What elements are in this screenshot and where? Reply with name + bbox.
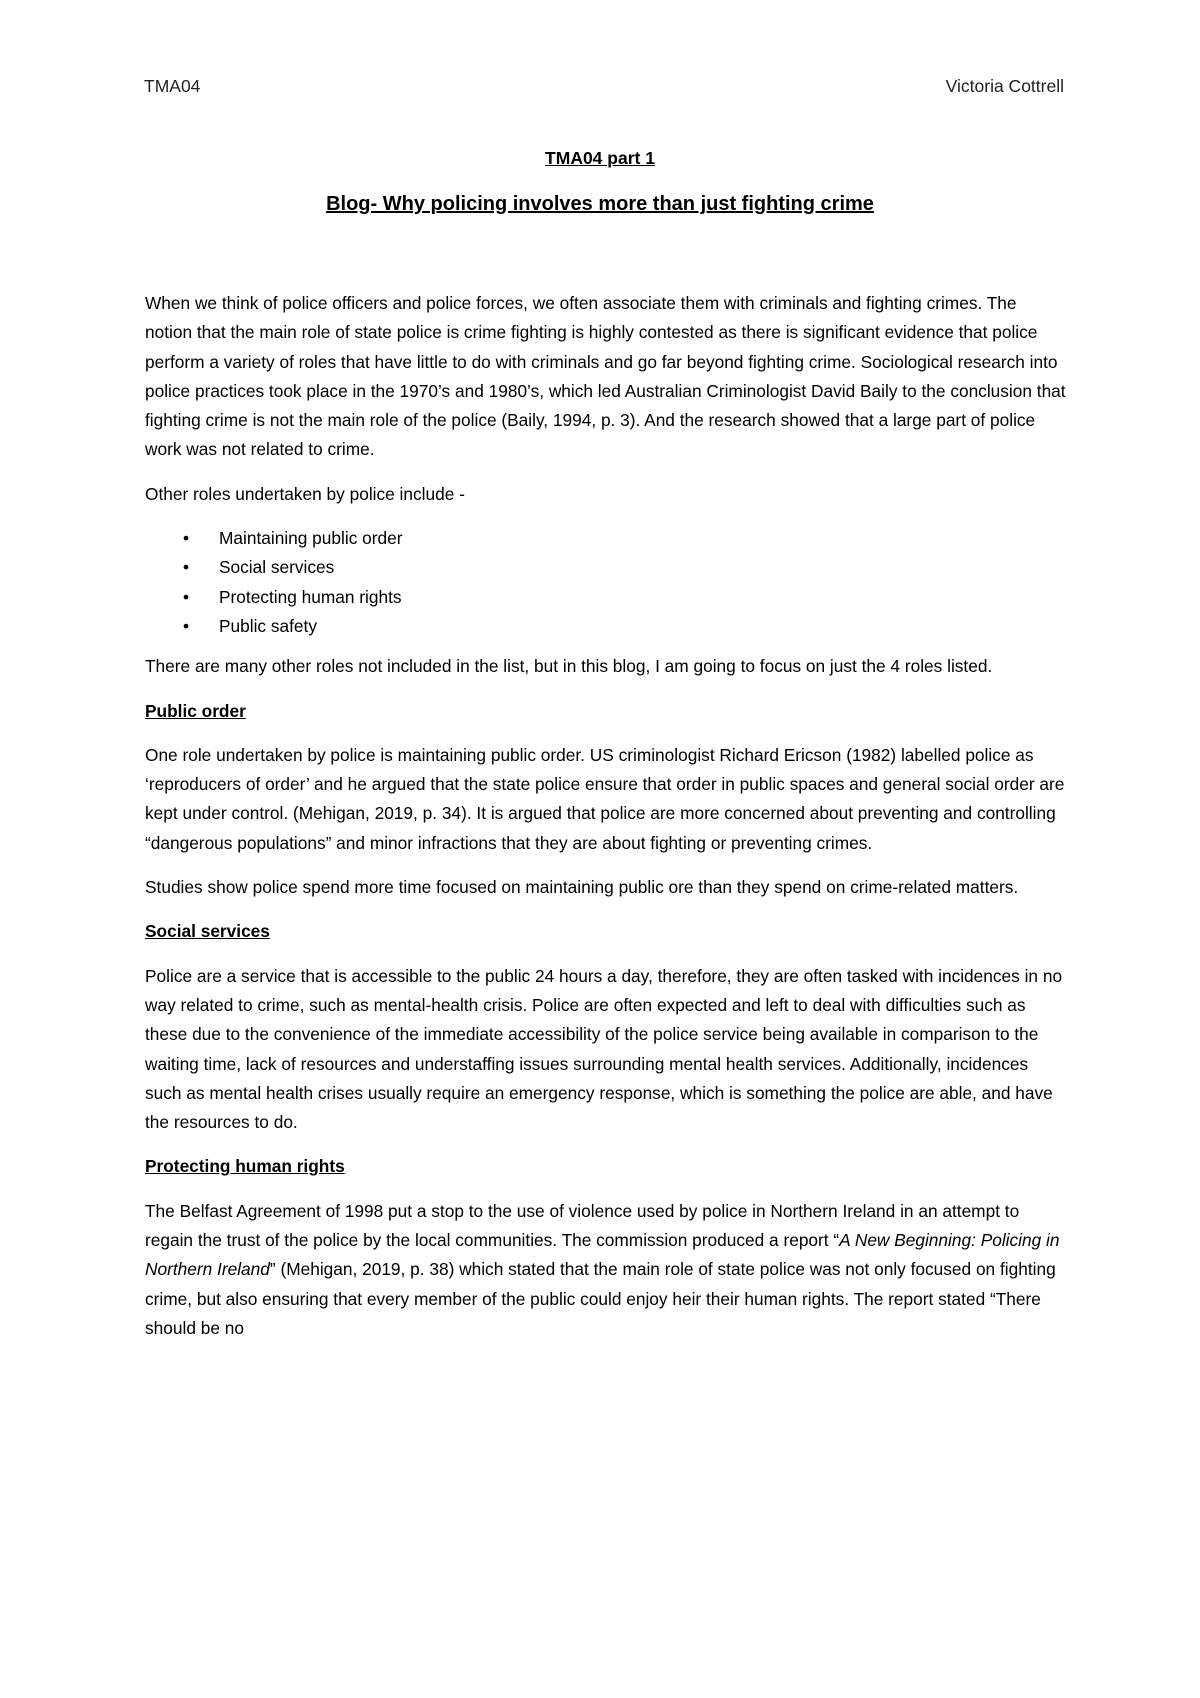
focus-paragraph: There are many other roles not included in the list, but in this blog, I am going to focus on just the 4 roles listed. xyxy=(145,656,993,677)
social-services-paragraph: Police are a service that is accessible to the public 24 hours a day, therefore, they are often tasked with incidences in no way related to crime, such as mental-health crisis. Police are often expected and left to deal with difficulties such as these due to the convenience of the immediate accessibility of the police service being available in comparison to the waiting time, lack of resources and understaffing issues surrounding mental health services. Additionally, incidences such as mental health crises usually require an emergency response, which is something the police are able, and have the resources to do. xyxy=(145,965,1063,1133)
public-order-studies-paragraph: Studies show police spend more time focused on maintaining public ore than they spend on crime-related matters. xyxy=(145,877,1019,898)
roles-list xyxy=(145,524,1067,641)
public-order-heading: Public order xyxy=(145,700,246,721)
header-module-code: TMA04 xyxy=(144,76,201,96)
list-item xyxy=(145,612,1067,641)
social-services-heading: Social services xyxy=(145,921,270,942)
assignment-part-title: TMA04 part 1 xyxy=(545,148,655,168)
list-item xyxy=(145,553,1067,582)
human-rights-paragraph xyxy=(145,1197,1067,1343)
list-item-label: Social services xyxy=(219,557,335,578)
human-rights-heading: Protecting human rights xyxy=(145,1156,345,1177)
roles-list-intro: Other roles undertaken by police include - xyxy=(145,483,465,504)
bullet-icon: • xyxy=(183,586,190,607)
human-rights-text-end: ” (Mehigan, 2019, p. 38) which stated that the main role of state police was not only focused on fighting crime, but also ensuring that every member of the public could enjoy heir their human rights. The report stated “There should be no xyxy=(145,1259,1056,1338)
report-title: A New Beginning: Policing in Northern Ireland xyxy=(145,1230,1060,1280)
human-rights-text-start: The Belfast Agreement of 1998 put a stop to the use of violence used by police in Northern Ireland in an attempt to regain the trust of the police by the local communities. The commission produced a report “ xyxy=(145,1200,1020,1251)
bullet-icon: • xyxy=(183,557,190,578)
bullet-icon: • xyxy=(183,528,190,549)
public-order-paragraph: One role undertaken by police is maintaining public order. US criminologist Richard Ericson (1982) labelled police as ‘reproducers of order’ and he argued that the state police ensure that order in public spaces and general social order are kept under control. (Mehigan, 2019, p. 34). It is argued that police are more concerned about preventing and controlling “dangerous populations” and minor infractions that they are about fighting or preventing crimes. xyxy=(145,744,1065,853)
bullet-icon: • xyxy=(183,615,190,636)
blog-title: Blog- Why policing involves more than just fighting crime xyxy=(326,193,874,215)
list-item xyxy=(145,583,1067,612)
list-item-label: Public safety xyxy=(219,615,317,636)
list-item-label: Protecting human rights xyxy=(219,586,402,607)
document-body xyxy=(145,289,1067,1358)
list-item xyxy=(145,524,1067,553)
intro-paragraph: When we think of police officers and police forces, we often associate them with criminals and fighting crimes. The notion that the main role of state police is crime fighting is highly contested as there is significant evidence that police perform a variety of roles that have little to do with criminals and go far beyond fighting crime. Sociological research into police practices took place in the 1970’s and 1980’s, which led Australian Criminologist David Baily to the conclusion that fighting crime is not the main role of the police (Baily, 1994, p. 3). And the research showed that a large part of police work was not related to crime. xyxy=(145,293,1066,460)
header-author-name: Victoria Cottrell xyxy=(945,76,1064,96)
list-item-label: Maintaining public order xyxy=(219,528,403,549)
